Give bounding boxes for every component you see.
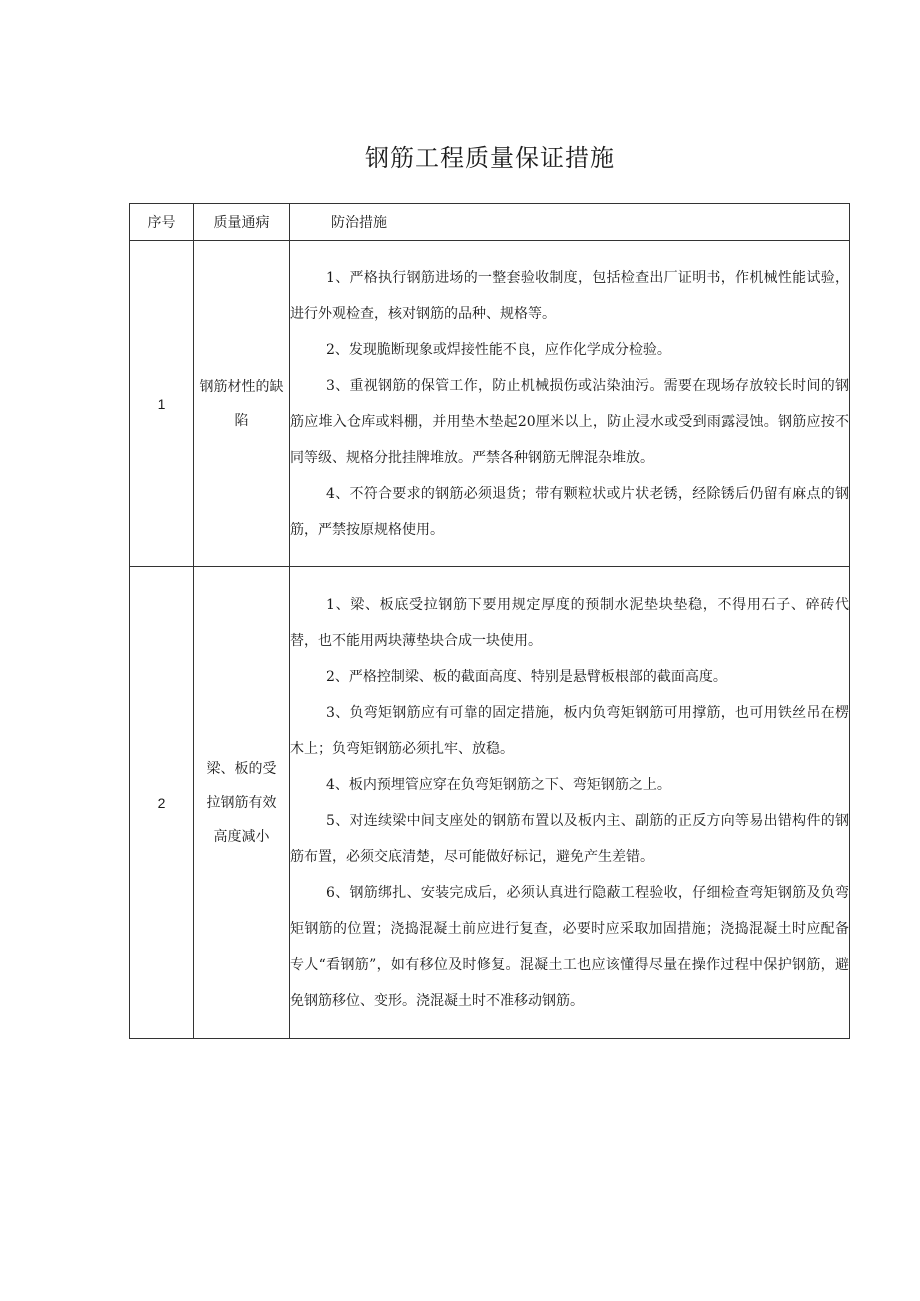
measure-item: 5、对连续梁中间支座处的钢筋布置以及板内主、副筋的正反方向等易出错构件的钢筋布置，必须交底清楚，尽可能做好标记，避免产生差错。 bbox=[290, 812, 849, 865]
row-measures bbox=[290, 241, 850, 567]
row-serial-number: 1 bbox=[130, 241, 194, 567]
measure-item: 1、严格执行钢筋进场的一整套验收制度，包括检查出厂证明书，作机械性能试验，进行外观检查，核对钢筋的品种、规格等。 bbox=[290, 269, 849, 322]
measure-item: 1、梁、板底受拉钢筋下要用规定厚度的预制水泥垫块垫稳，不得用石子、碎砖代替，也不能用两块薄垫块合成一块使用。 bbox=[290, 596, 849, 649]
measure-item: 3、负弯矩钢筋应有可靠的固定措施，板内负弯矩钢筋可用撑筋，也可用铁丝吊在楞木上；负弯矩钢筋必须扎牢、放稳。 bbox=[290, 704, 849, 757]
table-row bbox=[130, 241, 850, 567]
header-prevention-measures: 防治措施 bbox=[290, 204, 850, 241]
row-defect-name: 梁、板的受拉钢筋有效高度减小 bbox=[194, 567, 290, 1039]
document-title: 钢筋工程质量保证措施 bbox=[365, 144, 615, 172]
measure-item: 4、不符合要求的钢筋必须退货；带有颗粒状或片状老锈，经除锈后仍留有麻点的钢筋，严禁按原规格使用。 bbox=[290, 485, 849, 538]
table-header-row bbox=[130, 204, 850, 241]
quality-measures-table bbox=[129, 203, 850, 1039]
measure-item: 6、钢筋绑扎、安装完成后，必须认真进行隐蔽工程验收，仔细检查弯矩钢筋及负弯矩钢筋的位置；浇捣混凝土前应进行复查，必要时应采取加固措施；浇捣混凝土时应配备专人“看钢筋”，如有移位及时修复。混凝土工也应该懂得尽量在操作过程中保护钢筋，避免钢筋移位、变形。浇混凝土时不准移动钢筋。 bbox=[290, 884, 849, 1009]
header-serial-number: 序号 bbox=[130, 204, 194, 241]
measure-item: 2、发现脆断现象或焊接性能不良，应作化学成分检验。 bbox=[326, 341, 671, 358]
measure-item: 4、板内预埋管应穿在负弯矩钢筋之下、弯矩钢筋之上。 bbox=[326, 776, 671, 793]
table-row bbox=[130, 567, 850, 1039]
measure-item: 2、严格控制梁、板的截面高度、特别是悬臂板根部的截面高度。 bbox=[326, 668, 727, 685]
row-measures bbox=[290, 567, 850, 1039]
header-quality-defect: 质量通病 bbox=[194, 204, 290, 241]
measure-item: 3、重视钢筋的保管工作，防止机械损伤或沾染油污。需要在现场存放较长时间的钢筋应堆入仓库或料棚，并用垫木垫起20厘米以上，防止浸水或受到雨露浸蚀。钢筋应按不同等级、规格分批挂牌堆放。严禁各种钢筋无牌混杂堆放。 bbox=[290, 377, 849, 466]
row-defect-name: 钢筋材性的缺陷 bbox=[194, 241, 290, 567]
row-serial-number: 2 bbox=[130, 567, 194, 1039]
